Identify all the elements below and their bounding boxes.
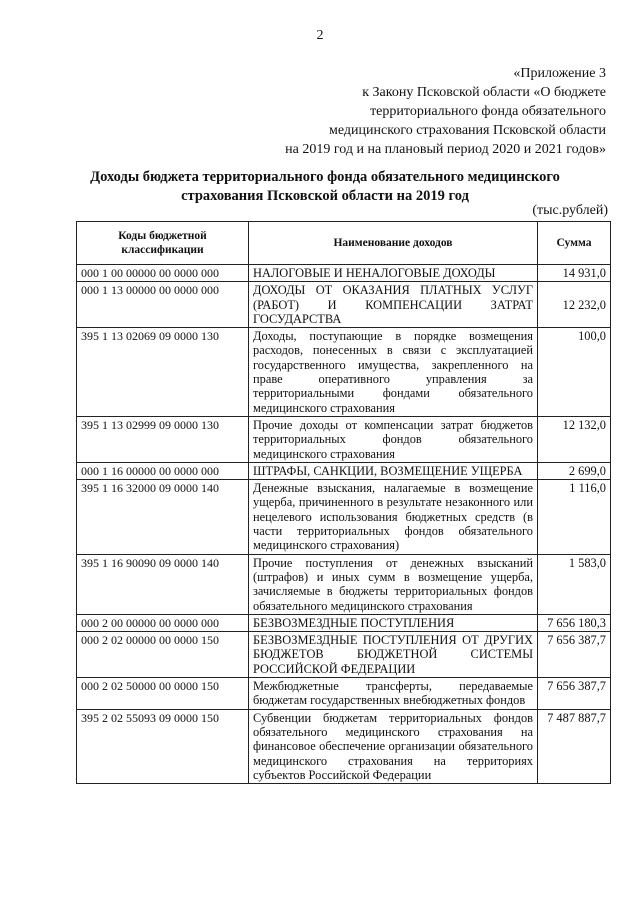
appendix-line: медицинского страхования Псковской области [329,123,606,138]
row-code: 000 2 02 00000 00 0000 150 [77,632,249,678]
row-code: 000 1 13 00000 00 0000 000 [77,282,249,328]
row-code: 000 1 16 00000 00 0000 000 [77,462,249,479]
row-code: 395 1 13 02069 09 0000 130 [77,328,249,417]
table-row [77,328,611,417]
row-sum: 7 656 180,3 [538,614,611,631]
row-sum: 1 116,0 [538,480,611,554]
row-code: 000 2 02 50000 00 0000 150 [77,678,249,710]
appendix-line: территориального фонда обязательного [370,104,606,119]
row-sum: 100,0 [538,328,611,417]
table-row [77,554,611,614]
row-code: 000 1 00 00000 00 0000 000 [77,265,249,282]
appendix-line: «Приложение 3 [513,66,606,81]
appendix-line: к Закону Псковской области «О бюджете [362,85,606,100]
row-name: НАЛОГОВЫЕ И НЕНАЛОГОВЫЕ ДОХОДЫ [249,265,538,282]
table-header-row [77,222,611,265]
table-row [77,462,611,479]
row-name: ДОХОДЫ ОТ ОКАЗАНИЯ ПЛАТНЫХ УСЛУГ (РАБОТ) И КОМПЕНСАЦИИ ЗАТРАТ ГОСУДАРСТВА [249,282,538,328]
units-label: (тыс.рублей) [532,203,608,218]
appendix-line: на 2019 год и на плановый период 2020 и 2021 годов» [285,142,606,157]
table-row [77,282,611,328]
table-row [77,416,611,462]
row-code: 395 1 13 02999 09 0000 130 [77,416,249,462]
row-sum: 12 132,0 [538,416,611,462]
row-code: 000 2 00 00000 00 0000 000 [77,614,249,631]
header-name: Наименование доходов [249,222,538,265]
title-line: страхования Псковской области на 2019 год [181,188,469,204]
row-code: 395 2 02 55093 09 0000 150 [77,709,249,783]
row-name: Прочие доходы от компенсации затрат бюджетов территориальных фондов обязательного медицинского страхования [249,416,538,462]
row-sum: 7 656 387,7 [538,678,611,710]
table-row [77,614,611,631]
row-name: БЕЗВОЗМЕЗДНЫЕ ПОСТУПЛЕНИЯ [249,614,538,631]
row-code: 395 1 16 32000 09 0000 140 [77,480,249,554]
row-name: Денежные взыскания, налагаемые в возмещение ущерба, причиненного в результате незаконного или нецелевого использования бюджетных средств (в части территориальных фондов обязательного медицинского страхования) [249,480,538,554]
row-name: ШТРАФЫ, САНКЦИИ, ВОЗМЕЩЕНИЕ УЩЕРБА [249,462,538,479]
row-name: Межбюджетные трансферты, передаваемые бюджетам государственных внебюджетных фондов [249,678,538,710]
row-name: Доходы, поступающие в порядке возмещения расходов, понесенных в связи с эксплуатацией государственного имущества, закрепленного на праве оперативного управления за территориальными фондами обязательного медицинского страхования [249,328,538,417]
page-number: 2 [316,28,324,43]
row-sum: 2 699,0 [538,462,611,479]
appendix-reference [226,64,606,159]
income-table [76,221,611,784]
row-name: Прочие поступления от денежных взысканий (штрафов) и иных сумм в возмещение ущерба, зачисляемые в бюджеты территориальных фондов обязательного медицинского страхования [249,554,538,614]
row-sum: 12 232,0 [538,282,611,328]
table-row [77,632,611,678]
row-name: БЕЗВОЗМЕЗДНЫЕ ПОСТУПЛЕНИЯ ОТ ДРУГИХ БЮДЖЕТОВ БЮДЖЕТНОЙ СИСТЕМЫ РОССИЙСКОЙ ФЕДЕРАЦИИ [249,632,538,678]
row-sum: 14 931,0 [538,265,611,282]
row-sum: 1 583,0 [538,554,611,614]
header-sum: Сумма [538,222,611,265]
table-row [77,678,611,710]
document-title [60,168,590,206]
row-name: Субвенции бюджетам территориальных фондов обязательного медицинского страхования на финансовое обеспечение организации обязательного медицинского страхования на территориях субъектов Российской Федерации [249,709,538,783]
table-row [77,480,611,554]
row-code: 395 1 16 90090 09 0000 140 [77,554,249,614]
row-sum: 7 656 387,7 [538,632,611,678]
row-sum: 7 487 887,7 [538,709,611,783]
table-row [77,709,611,783]
header-code: Коды бюджетной классификации [77,222,249,265]
title-line: Доходы бюджета территориального фонда обязательного медицинского [90,169,560,185]
table-row [77,265,611,282]
